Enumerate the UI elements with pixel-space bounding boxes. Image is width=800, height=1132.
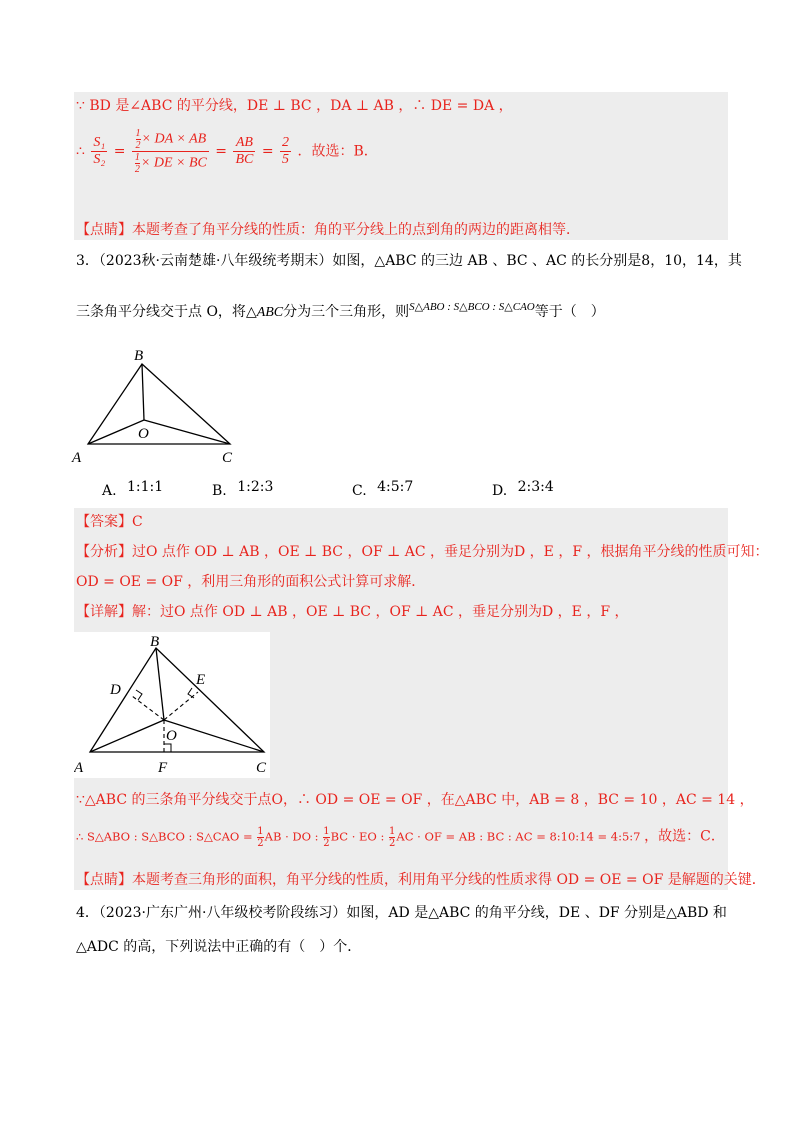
q3-detail3-d: AC · OF = AB : BC : AC = 8:10:14 = 4:5:7 xyxy=(396,829,641,844)
q3-detail2: ∵△ABC 的三条角平分线交于点O，∴ OD = OE = OF ，在△ABC 中，AB = 8 ，BC = 10 ，AC = 14 ， xyxy=(76,792,754,808)
d3-half-den-1: 2 xyxy=(257,838,264,849)
fig2-label-b: B xyxy=(150,634,160,650)
eq-1: = xyxy=(113,143,126,160)
option-b xyxy=(212,479,274,500)
eq-2: = xyxy=(215,143,228,160)
s1: S₁ xyxy=(93,135,106,150)
figure-1-triangle xyxy=(66,346,246,466)
option-d xyxy=(492,479,554,500)
half-num-2: 1 xyxy=(134,152,140,163)
fig1-label-a: A xyxy=(72,450,82,466)
q3-line2-a: 三条角平分线交于点 O，将 xyxy=(76,304,246,320)
q3-detail3-b: AB · DO : xyxy=(264,829,319,844)
q3-detail3-e: ，故选：C． xyxy=(644,828,725,845)
prev-comment: 【点睛】本题考查了角平分线的性质：角的平分线上的点到角的两边的距离相等． xyxy=(76,222,580,238)
big-fraction xyxy=(132,128,209,175)
ab-bc-fraction xyxy=(233,135,255,168)
num-rest: × DA × AB xyxy=(141,131,207,147)
prev-choose: ．故选：B． xyxy=(297,143,378,160)
option-d-key: D. xyxy=(492,483,508,499)
s1-s2-fraction xyxy=(91,135,107,168)
half-den-1: 2 xyxy=(135,140,141,151)
prev-formula xyxy=(76,128,378,175)
fig1-label-o: O xyxy=(138,426,149,442)
s2: S₂ xyxy=(93,152,106,167)
fig2-label-o: O xyxy=(166,728,177,744)
q3-line2-b: 分为三个三角形，则 xyxy=(283,304,410,320)
q4-line1: 4．（2023·广东广州·八年级校考阶段练习）如图，AD 是△ABC 的角平分线，DE 、DF 分别是△ABD 和 xyxy=(76,905,727,921)
q4-line2: △ADC 的高，下列说法中正确的有（ ）个． xyxy=(76,939,362,955)
option-c-text: 4:5:7 xyxy=(377,479,414,495)
option-a-key: A. xyxy=(102,483,117,499)
q3-analysis1: 【分析】过O 点作 OD ⊥ AB ，OE ⊥ BC ，OF ⊥ AC ，垂足分别为D ，E ，F ，根据角平分线的性质可知： xyxy=(76,544,769,560)
q3-line2-tri: △ABC xyxy=(245,305,284,320)
prev-line1: ∵ BD 是∠ABC 的平分线，DE ⊥ BC ，DA ⊥ AB ，∴ DE = DA ， xyxy=(76,98,513,114)
q3-line2-c: 等于（ ） xyxy=(534,304,605,320)
option-a-text: 1:1:1 xyxy=(127,479,164,495)
half-num-1: 1 xyxy=(135,128,141,139)
fig2-label-c: C xyxy=(256,760,267,776)
prev-formula-therefore: ∴ xyxy=(76,143,85,160)
q3-detail3-a: ∴ S△ABO : S△BCO : S△CAO = xyxy=(76,829,253,844)
bc: BC xyxy=(235,152,254,167)
fig1-label-c: C xyxy=(222,450,233,466)
fig1-label-b: B xyxy=(134,348,144,364)
q3-detail3 xyxy=(76,826,725,849)
q3-line2-ratio: S△ABO : S△BCO : S△CAO xyxy=(409,301,535,313)
option-c xyxy=(352,479,414,500)
fig1-triangle-outline xyxy=(88,364,230,444)
d3-half-num-1: 1 xyxy=(257,826,264,837)
d3-half-num-2: 1 xyxy=(323,826,330,837)
d3-half-den-3: 2 xyxy=(389,838,396,849)
ab: AB xyxy=(233,135,255,152)
big-fraction-numerator xyxy=(132,128,209,152)
five: 5 xyxy=(282,152,290,167)
d3-half-num-3: 1 xyxy=(389,826,396,837)
figure-2-triangle xyxy=(74,632,270,778)
q3-line2 xyxy=(76,303,605,322)
option-d-text: 2:3:4 xyxy=(517,479,554,495)
option-b-key: B. xyxy=(212,483,227,499)
option-b-text: 1:2:3 xyxy=(237,479,274,495)
fig1-bisector-b xyxy=(142,364,144,420)
two-five-fraction xyxy=(280,135,291,168)
q3-comment: 【点睛】本题考查三角形的面积，角平分线的性质，利用角平分线的性质求得 OD = OE = OF 是解题的关键． xyxy=(76,872,766,888)
fig2-label-e: E xyxy=(196,672,206,688)
half-den-2: 2 xyxy=(134,164,140,175)
fig2-label-f: F xyxy=(158,760,168,776)
fig2-label-a: A xyxy=(74,760,84,776)
two: 2 xyxy=(282,135,290,150)
q3-analysis2: OD = OE = OF ，利用三角形的面积公式计算可求解． xyxy=(76,574,426,590)
eq-3: = xyxy=(261,143,274,160)
q3-detail3-c: BC · EO : xyxy=(330,829,385,844)
q3-answer: 【答案】C xyxy=(76,514,143,530)
option-c-key: C. xyxy=(352,483,367,499)
big-fraction-denominator xyxy=(132,152,209,175)
den-rest: × DE × BC xyxy=(140,155,207,171)
option-a xyxy=(102,479,164,500)
q3-detail1: 【详解】解：过O 点作 OD ⊥ AB ，OE ⊥ BC ，OF ⊥ AC ，垂足分别为D ，E ，F ， xyxy=(76,604,629,620)
q3-line1: 3．（2023秋·云南楚雄·八年级统考期末）如图，△ABC 的三边 AB 、BC 、AC 的长分别是8，10，14，其 xyxy=(76,253,742,269)
fig2-background xyxy=(74,632,270,778)
d3-half-den-2: 2 xyxy=(323,838,330,849)
fig2-label-d: D xyxy=(110,682,121,698)
